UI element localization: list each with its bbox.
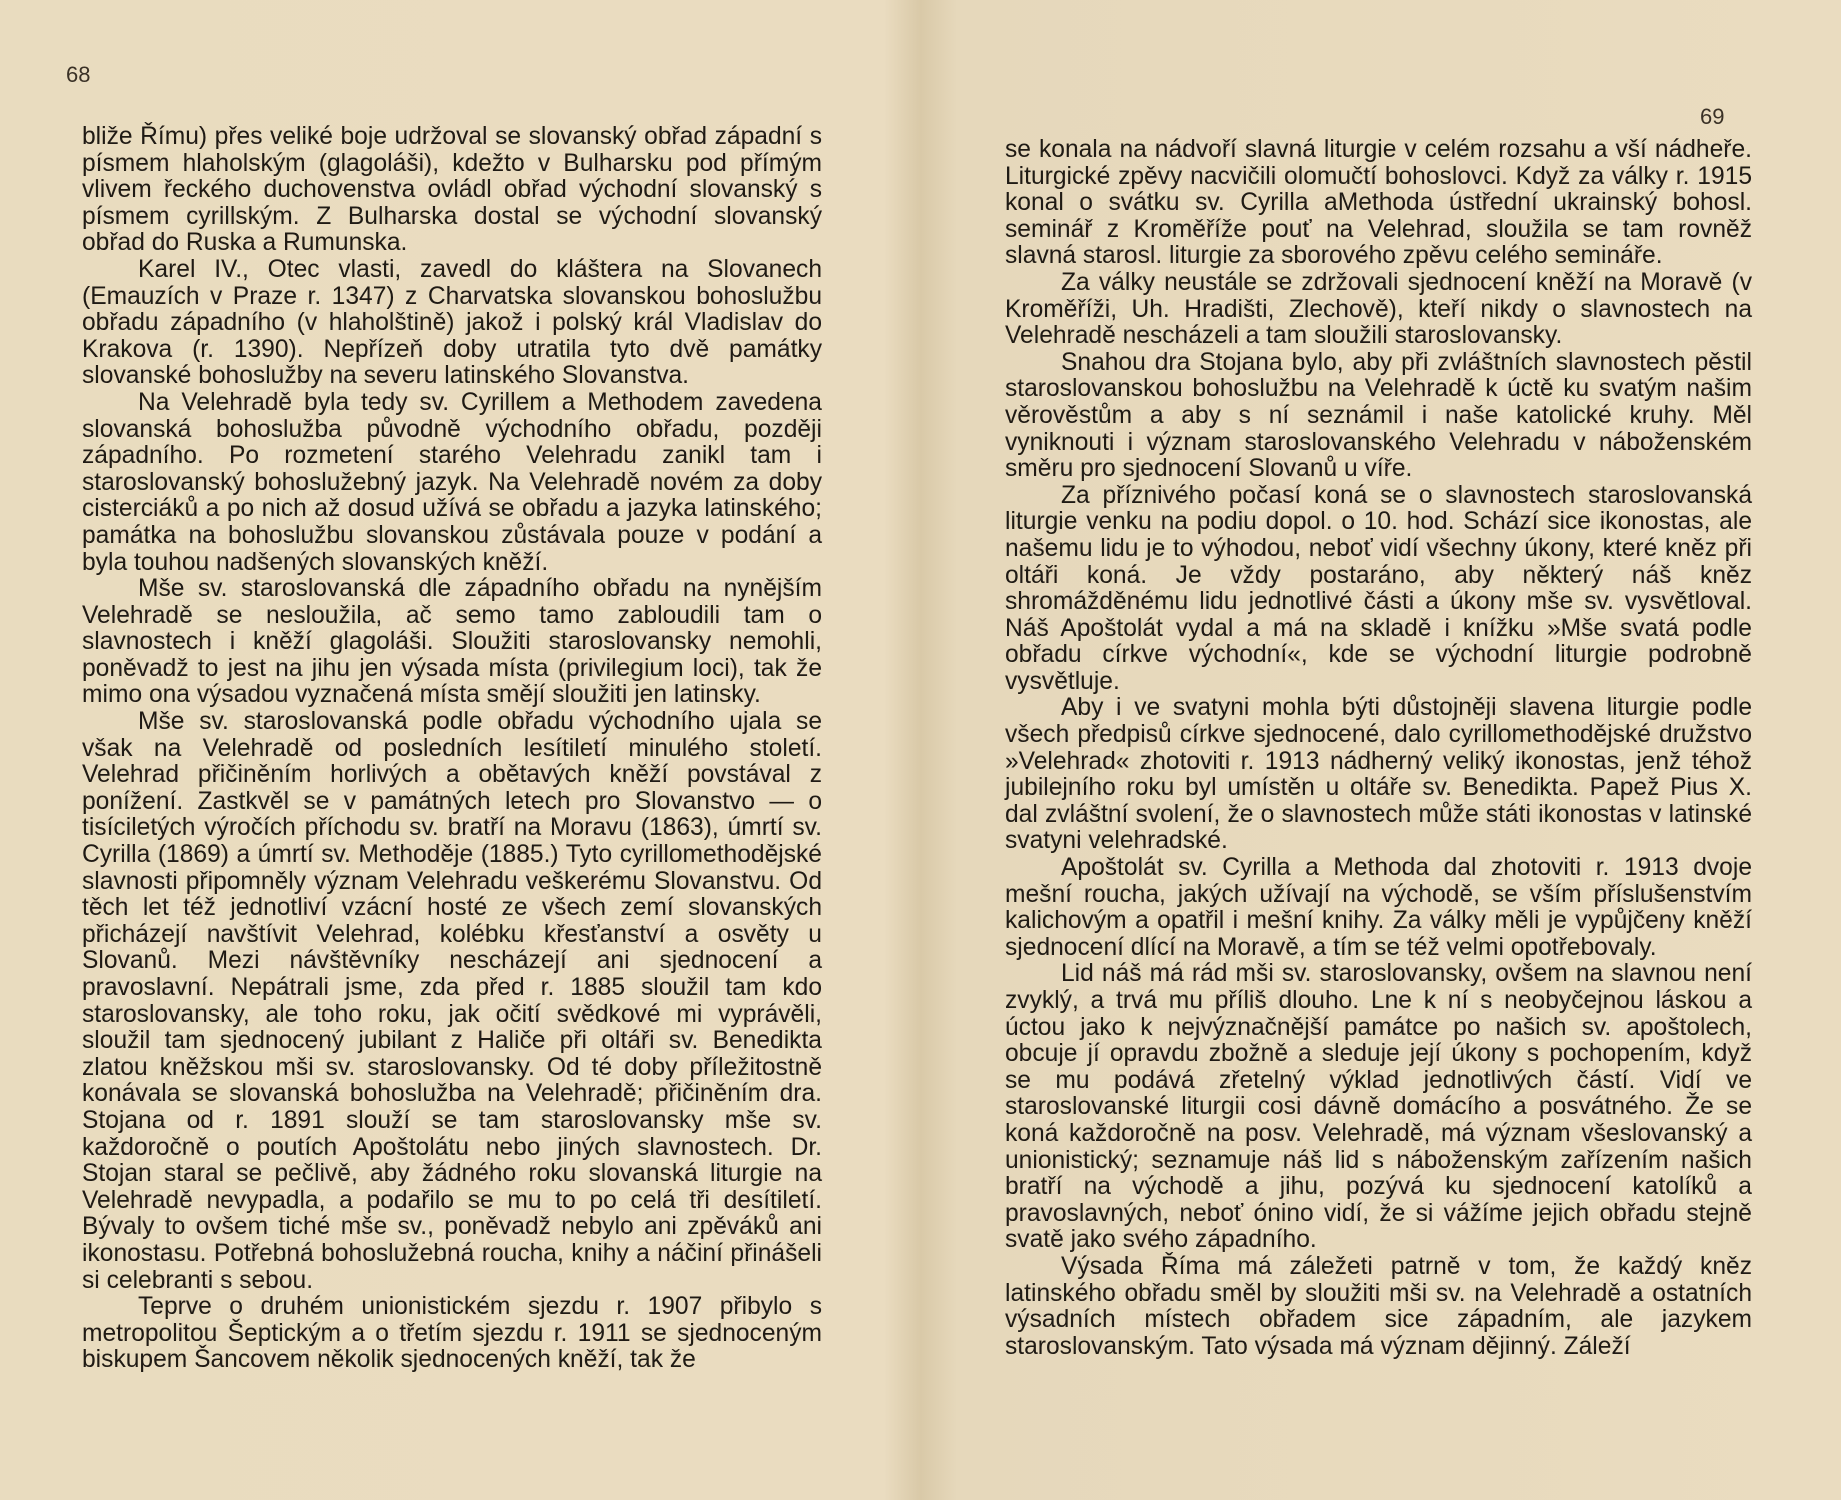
paragraph: Teprve o druhém unionistickém sjezdu r. 1907 přibylo s metropolitou Šeptickým a o třetím sjezdu r. 1911 se sjednoceným biskupem Šancovem několik sjednocených kněží, tak že <box>82 1293 822 1374</box>
body-text <box>1005 137 1752 1360</box>
page-number: 69 <box>1700 104 1725 129</box>
body-text <box>82 124 822 1374</box>
left-page <box>0 0 920 1500</box>
paragraph: Mše sv. staroslovanská dle západního obřadu na nynějším Velehradě se nesloužila, ač semo tamo zabloudili tam o slavnostech i kněží glagoláši. Sloužiti staroslovansky nemohli, poněvadž to jest na jihu jen výsada místa (privilegium loci), tak že mimo ona výsadou vyznačená místa smějí sloužiti jen latinsky. <box>82 575 822 709</box>
paragraph: Za příznivého počasí koná se o slavnostech staroslovanská liturgie venku na podiu dopol. o 10. hod. Schází sice ikonostas, ale našemu lidu je to výhodou, neboť vidí všechny úkony, které kněz při oltáři koná. Je vždy postaráno, aby některý náš kněz shromážděnému lidu jednotlivé části a úkony mše sv. vysvětloval. Náš Apoštolát vydal a má na skladě i knížku »Mše svatá podle obřadu církve východní«, kde se východní liturgie podrobně vysvětluje. <box>1005 481 1752 695</box>
paragraph: Apoštolát sv. Cyrilla a Methoda dal zhotoviti r. 1913 dvoje mešní roucha, jakých užívají na východě, se vším příslušenstvím kalichovým a opatřil i mešní knihy. Za války měli je vypůjčeny kněží sjednocení dlící na Moravě, a tím se též velmi opotřebovaly. <box>1005 854 1752 961</box>
right-page <box>920 0 1841 1500</box>
paragraph: Mše sv. staroslovanská podle obřadu východního ujala se však na Velehradě od posledních lesítiletí minulého století. Velehrad přičiněním horlivých a obětavých kněží povstával z ponížení. Zastkvěl se v památných letech pro Slovanstvo — o tisíciletých výročích příchodu sv. bratří na Moravu (1863), úmrtí sv. Cyrilla (1869) a úmrtí sv. Methoděje (1885.) Tyto cyrillomethodějské slavnosti připomněly význam Velehradu veškerému Slovanstvu. Od těch let též jednotliví vzácní hosté ze všech zemí slovanských přicházejí navštívit Velehrad, kolébku křesťanství a osvěty u Slovanů. Mezi návštěvníky nescházejí ani sjednocení a pravoslavní. Nepátrali jsme, zda před r. 1885 sloužil tam kdo staroslovansky, ale toho roku, jak očití svědkové mi vyprávěli, sloužil tam sjednocený jubilant z Haliče při oltáři sv. Benedikta zlatou kněžskou mši sv. staroslovansky. Od té doby příležitostně konávala se slovanská bohoslužba na Velehradě; přičiněním dra. Stojana od r. 1891 slouží se tam staroslovansky mše sv. každoročně o poutích Apoštolátu nebo jiných slavnostech. Dr. Stojan staral se pečlivě, aby žádného roku slovanská liturgie na Velehradě nevypadla, a podařilo se mu to po celá tři desítiletí. Bývaly to ovšem tiché mše sv., poněvadž nebylo ani zpěváků ani ikonostasu. Potřebná bohoslužebná roucha, knihy a náčiní přinášeli si celebranti s sebou. <box>82 708 822 1294</box>
paragraph: Výsada Říma má záležeti patrně v tom, že každý kněz latinského obřadu směl by sloužiti mši sv. na Velehradě a ostatních výsadních místech obřadem sice západním, ale jazykem staroslovanským. Tato výsada má význam dějinný. Záleží <box>1005 1252 1752 1360</box>
paragraph: Za války neustále se zdržovali sjednocení kněží na Moravě (v Kroměříži, Uh. Hradišti, Zlechově), kteří nikdy o slavnostech na Velehradě nescházeli a tam sloužili staroslovansky. <box>1005 268 1752 350</box>
paragraph: Aby i ve svatyni mohla býti důstojněji slavena liturgie podle všech předpisů církve sjednocené, dalo cyrillomethodějské družstvo »Velehrad« zhotoviti r. 1913 nádherný veliký ikonostas, jenž téhož jubilejního roku byl umístěn u oltáře sv. Benedikta. Papež Pius X. dal zvláštní svolení, že o slavnostech může státi ikonostas v latinské svatyni velehradské. <box>1005 694 1752 855</box>
paragraph: Karel IV., Otec vlasti, zavedl do kláštera na Slovanech (Emauzích v Praze r. 1347) z Charvatska slovanskou bohoslužbu obřadu západního (v hlaholštině) jakož i polský král Vladislav do Krakova (r. 1390). Nepřízeň doby utratila tyto dvě památky slovanské bohoslužby na severu latinského Slovanstva. <box>82 255 822 390</box>
paragraph: Lid náš má rád mši sv. staroslovansky, ovšem na slavnou není zvyklý, a trvá mu příliš dlouho. Lne k ní s neobyčejnou láskou a úctou jako k nejvýznačnější památce po našich sv. apoštolech, obcuje jí opravdu zbožně a sleduje její úkony s pochopením, když se mu podává zřetelný výklad jednotlivých částí. Vidí ve staroslovanské liturgii cosi dávně domácího a posvátného. Že se koná každoročně na posv. Velehradě, má význam všeslovanský a unionistický; seznamuje náš lid s náboženským zařízením našich bratří na východě a jihu, pozývá ku sjednocení katolíků a pravoslavných, neboť ónino vidí, že si vážíme jejich obřadu stejně svatě jako svého západního. <box>1005 960 1752 1254</box>
page-number: 68 <box>66 62 91 87</box>
paragraph: Snahou dra Stojana bylo, aby při zvláštních slavnostech pěstil staroslovanskou bohoslužbu na Velehradě k úctě ku svatým našim věrověstům a aby s ní seznámil i naše katolické kruhy. Měl vyniknouti i význam staroslovanského Velehradu v náboženském směru pro sjednocení Slovanů u víře. <box>1005 348 1752 483</box>
paragraph: bliže Římu) přes veliké boje udržoval se slovanský obřad západní s písmem hlaholským (glagoláši), kdežto v Bulharsku pod přímým vlivem řeckého duchovenstva ovládl obřad východní slovanský s písmem cyrillským. Z Bulharska dostal se východní slovanský obřad do Ruska a Rumunska. <box>82 123 822 257</box>
paragraph: se konala na nádvoří slavná liturgie v celém rozsahu a vší nádheře. Liturgické zpěvy nacvičili olomučtí bohoslovci. Když za války r. 1915 konal o svátku sv. Cyrilla aMethoda ústřední ukrainský bohosl. seminář z Kroměříže pouť na Velehrad, sloužila se tam rovněž slavná starosl. liturgie za sborového zpěvu celého semináře. <box>1005 136 1752 270</box>
paragraph: Na Velehradě byla tedy sv. Cyrillem a Methodem zavedena slovanská bohoslužba původně východního obřadu, později západního. Po rozmetení starého Velehradu zanikl tam i staroslovanský bohoslužebný jazyk. Na Velehradě novém za doby cisterciáků a po nich až dosud užívá se obřadu a jazyka latinského; památka na bohoslužbu slovanskou zůstávala pouze v podání a byla touhou nadšených slovanských kněží. <box>82 388 822 576</box>
